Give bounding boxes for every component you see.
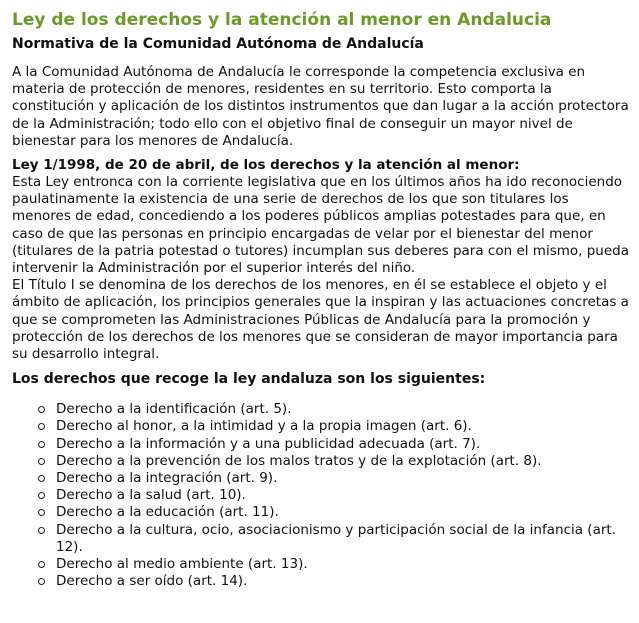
circle-bullet-icon [38, 578, 45, 585]
circle-bullet-icon [38, 561, 45, 568]
right-label: Derecho a la prevención de los malos tratos y de la explotación (art. 8). [56, 452, 542, 469]
right-label: Derecho a la salud (art. 10). [56, 487, 246, 504]
right-label: Derecho a la educación (art. 11). [56, 504, 279, 521]
circle-bullet-icon [38, 423, 45, 430]
right-label: Derecho a la información y a una publicidad adecuada (art. 7). [56, 435, 481, 452]
list-item [38, 470, 631, 487]
list-item [38, 418, 631, 435]
right-label: Derecho a ser oído (art. 14). [56, 573, 248, 590]
list-item [38, 504, 631, 521]
right-label: Derecho a la identificación (art. 5). [56, 401, 292, 418]
circle-bullet-icon [38, 509, 45, 516]
list-item [38, 556, 631, 573]
law-section [12, 157, 631, 363]
intro-paragraph: A la Comunidad Autónoma de Andalucía le corresponde la competencia exclusiva en materia de protección de menores, residentes en su territorio. Esto comporta la constitución y aplicación de los distintos instrumentos que dan lugar a la acción protectora de la Administración; todo ello con el objetivo final de conseguir un mayor nivel de bienestar para los menores de Andalucía. [12, 64, 629, 149]
law-heading: Ley 1/1998, de 20 de abril, de los derechos y la atención al menor: [12, 157, 520, 174]
circle-bullet-icon [38, 406, 45, 413]
circle-bullet-icon [38, 441, 45, 448]
rights-list [12, 401, 631, 590]
law-paragraph-2: El Título I se denomina de los derechos de los menores, en él se establece el objeto y el ámbito de aplicación, los principios generales que la inspiran y las actuaciones concretas a que se comprometen las Administraciones Públicas de Andalucía para la promoción y protección de los derechos de los menores que se consideran de mayor importancia para su desarrollo integral. [12, 277, 629, 363]
list-item [38, 436, 631, 453]
circle-bullet-icon [38, 527, 45, 534]
circle-bullet-icon [38, 475, 45, 482]
list-item [38, 401, 631, 418]
list-item [38, 573, 631, 590]
rights-section [12, 369, 631, 590]
circle-bullet-icon [38, 458, 45, 465]
law-paragraph-1: Esta Ley entronca con la corriente legislativa que en los últimos años ha ido reconociendo paulatinamente la existencia de una serie de derechos de los que son titulares los menores de edad, concediendo a los poderes públicos amplias potestades para que, en caso de que las personas en principio encargadas de velar por el bienestar del menor (titulares de la patria potestad o tutores) incumplan sus deberes para con el mismo, pueda intervenir la Administración por el superior interés del niño. [12, 174, 629, 277]
right-label: Derecho a la integración (art. 9). [56, 470, 278, 487]
right-label: Derecho al honor, a la intimidad y a la propia imagen (art. 6). [56, 418, 472, 435]
list-item [38, 453, 631, 470]
list-item [38, 522, 631, 556]
page-subtitle: Normativa de la Comunidad Autónoma de Andalucía [12, 36, 424, 52]
right-label: Derecho al medio ambiente (art. 13). [56, 556, 308, 573]
page-title: Ley de los derechos y la atención al menor en Andalucia [12, 10, 552, 30]
right-label: Derecho a la cultura, ocio, asociacionismo y participación social de la infancia (art. 12). [56, 521, 616, 555]
circle-bullet-icon [38, 492, 45, 499]
list-item [38, 487, 631, 504]
rights-heading: Los derechos que recoge la ley andaluza son los siguientes: [12, 371, 486, 388]
